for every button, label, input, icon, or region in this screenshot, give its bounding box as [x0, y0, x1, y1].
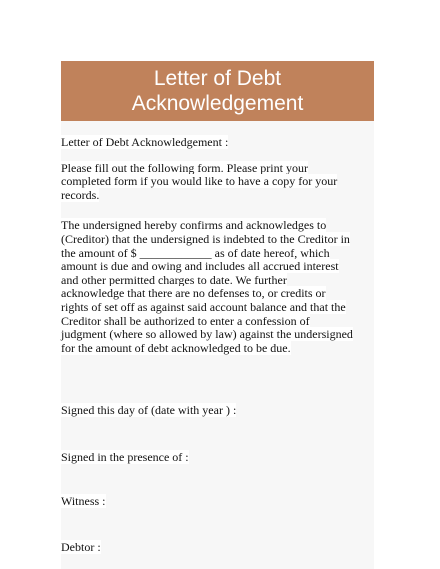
- signed-date-line: [61, 404, 236, 418]
- acknowledgement-paragraph-text: The undersigned hereby confirms and acknowledges to (Creditor) that the undersigned is indebted to the Creditor in the amount of $ ____________ as of date hereof, which amount is due and owing and includes all accrued interest and other permitted charges to date. We further acknowledge that there are no defenses to, or credits or rights of set off as against said account balance and that the Creditor shall be authorized to enter a confession of judgment (where so allowed by law) against the undersigned for the amount of debt acknowledged to be due.: [61, 218, 353, 355]
- title-line-2: Acknowledgement: [131, 92, 304, 115]
- signed-date-label: Signed this day of (date with year ) :: [61, 403, 237, 417]
- letter-heading: [61, 131, 374, 150]
- title-banner: [61, 61, 374, 121]
- letter-heading-text: Letter of Debt Acknowledgement: [61, 135, 222, 149]
- letter-heading-suffix: :: [221, 135, 229, 149]
- debtor-line: [61, 541, 101, 555]
- form-instructions-text: Please fill out the following form. Please print your completed form if you would like to have a copy for your records.: [61, 160, 338, 202]
- title-line-1: Letter of Debt: [153, 67, 282, 90]
- acknowledgement-paragraph: [61, 219, 374, 355]
- form-instructions: [61, 162, 374, 203]
- presence-line: [61, 451, 189, 465]
- document-content: [61, 131, 374, 554]
- witness-label: Witness :: [61, 494, 106, 508]
- presence-label: Signed in the presence of :: [61, 450, 189, 464]
- witness-line: [61, 495, 106, 509]
- debtor-label: Debtor :: [61, 540, 101, 554]
